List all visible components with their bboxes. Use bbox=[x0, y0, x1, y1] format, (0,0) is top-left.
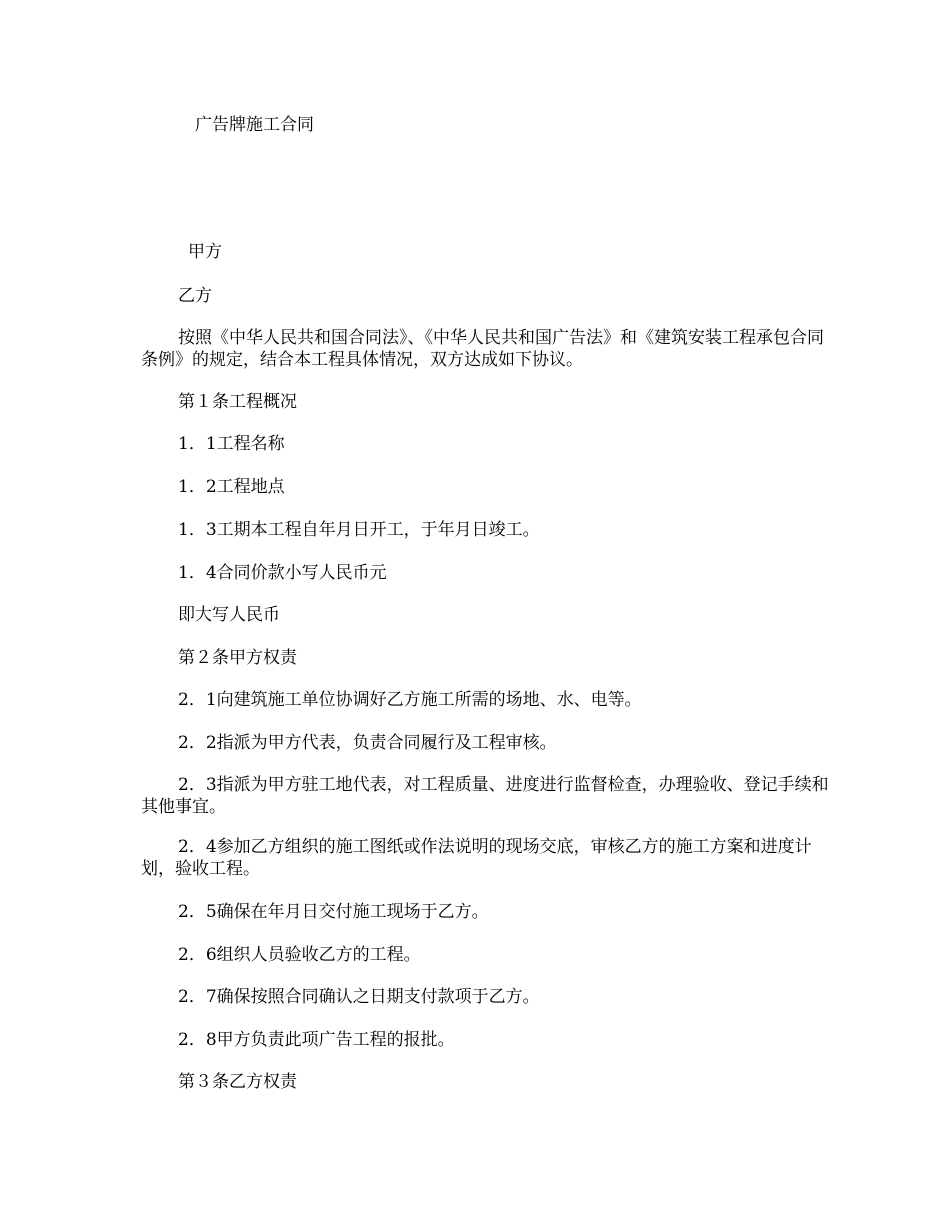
party-b-line: 乙方 bbox=[178, 286, 212, 306]
document-title: 广告牌施工合同 bbox=[195, 115, 314, 135]
article-3-heading: 第３条乙方权责 bbox=[178, 1072, 297, 1092]
article-2-heading: 第２条甲方权责 bbox=[178, 648, 297, 668]
clause-2-5: 2．5确保在年月日交付施工现场于乙方。 bbox=[178, 902, 489, 922]
clause-2-6: 2．6组织人员验收乙方的工程。 bbox=[178, 945, 421, 965]
clause-2-4: 2．4参加乙方组织的施工图纸或作法说明的现场交底，审核乙方的施工方案和进度计划，验收工程。 bbox=[141, 837, 812, 879]
clause-1-2: 1．2工程地点 bbox=[178, 477, 285, 497]
clause-2-3: 2．3指派为甲方驻工地代表，对工程质量、进度进行监督检查，办理验收、登记手续和其他事宜。 bbox=[141, 775, 829, 817]
clause-2-7: 2．7确保按照合同确认之日期支付款项于乙方。 bbox=[178, 987, 540, 1007]
preamble-paragraph: 按照《中华人民共和国合同法》、《中华人民共和国广告法》和《建筑安装工程承包合同条例》的规定，结合本工程具体情况，双方达成如下协议。 bbox=[141, 328, 824, 370]
clause-1-1: 1．1工程名称 bbox=[178, 434, 285, 454]
clause-2-2: 2．2指派为甲方代表，负责合同履行及工程审核。 bbox=[178, 733, 557, 753]
article-1-heading: 第１条工程概况 bbox=[178, 392, 297, 412]
clause-2-8: 2．8甲方负责此项广告工程的报批。 bbox=[178, 1030, 455, 1050]
clause-2-1: 2．1向建筑施工单位协调好乙方施工所需的场地、水、电等。 bbox=[178, 690, 642, 710]
clause-1-4: 1．4合同价款小写人民币元 bbox=[178, 563, 387, 583]
party-a-line: 甲方 bbox=[188, 242, 222, 262]
clause-1-3: 1．3工期本工程自年月日开工，于年月日竣工。 bbox=[178, 520, 540, 540]
capital-amount-line: 即大写人民币 bbox=[178, 605, 280, 625]
